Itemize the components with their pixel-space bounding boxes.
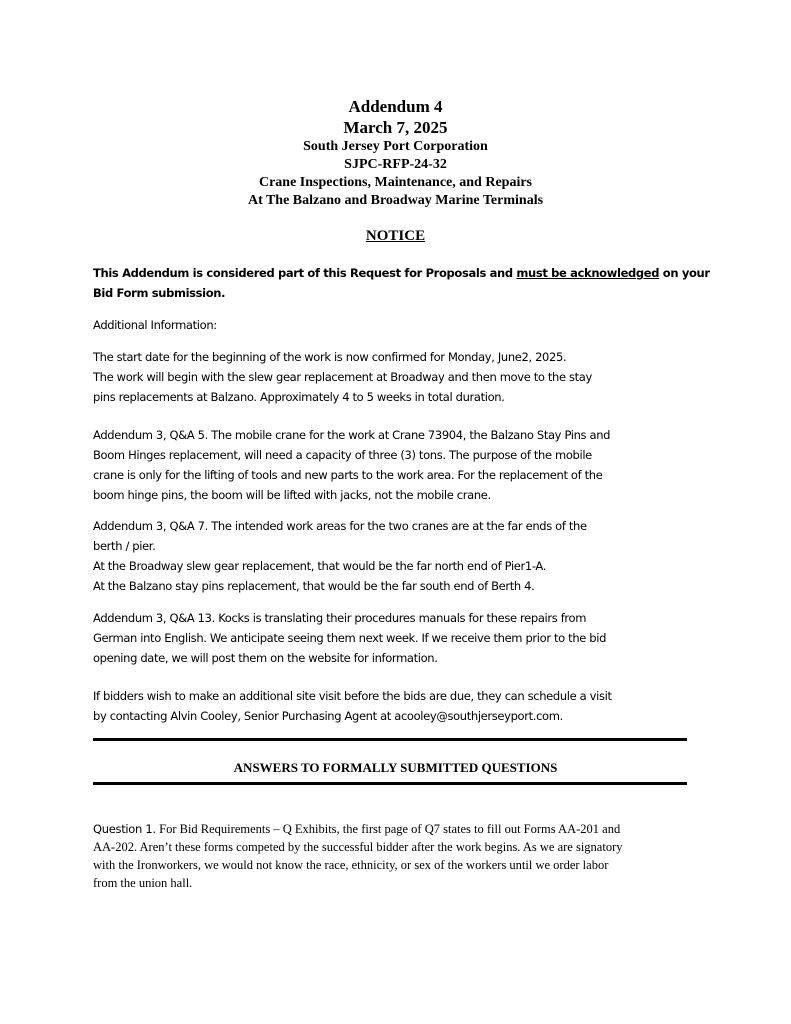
question-1-line-1: Question 1. For Bid Requirements – Q Exhibits, the first page of Q7 states to fill out Forms AA-201 and [93,822,621,836]
addendum-title: Addendum 4 [348,97,443,116]
rfp-number: SJPC-RFP-24-32 [344,157,447,172]
notice-text [93,263,713,303]
notice-heading: NOTICE [365,228,426,244]
answers-heading: ANSWERS TO FORMALLY SUBMITTED QUESTIONS [233,760,558,775]
question-1-label: Question 1. [93,822,160,836]
acknowledged-underline: must be acknowledged [516,266,660,280]
notice-line-2: Bid Form submission. [93,286,226,300]
project-location: At The Balzano and Broadway Marine Terminals [247,193,544,208]
question-1: Question 1. For Bid Requirements – Q Exhibits, the first page of Q7 states to fill out Forms AA-201 and AA-202. Aren’t these forms competed by the successful bidder after the work begins. As we are signatory with the Ironworkers, we would not know the race, ethnicity, or sex of the workers until we order labor from the union hall. [93,820,713,892]
qa5-paragraph: Addendum 3, Q&A 5. The mobile crane for the work at Crane 73904, the Balzano Stay Pins and Boom Hinges replacement, will need a capacity of three (3) tons. The purpose of the mobile crane is only for the lifting of tools and new parts to the work area. For the replacement of the boom hinge pins, the boom will be lifted with jacks, not the mobile crane. [93,428,611,502]
site-visit-paragraph: If bidders wish to make an additional site visit before the bids are due, they can schedule a visit by contacting Alvin Cooley, Senior Purchasing Agent at acooley@southjerseyport.com. [93,689,612,723]
bottom-divider [93,782,687,785]
qa7-paragraph: Addendum 3, Q&A 7. The intended work areas for the two cranes are at the far ends of the berth / pier. At the Broadway slew gear replacement, that would be the far north end of Pier1-A. At the Balzano stay pins replacement, that would be the far south end of Berth 4. [93,519,587,593]
addendum-date: March 7, 2025 [343,118,448,137]
document-header [0,96,791,210]
qa13-paragraph: Addendum 3, Q&A 13. Kocks is translating their procedures manuals for these repairs from German into English. We anticipate seeing them next week. If we receive them prior to the bid opening date, we will post them on the website for information. [93,611,607,665]
start-date-paragraph: The start date for the beginning of the work is now confirmed for Monday, June2, 2025. The work will begin with the slew gear replacement at Broadway and then move to the stay pins replacements at Balzano. Approximately 4 to 5 weeks in total duration. [93,350,592,404]
additional-info-label: Additional Information: [93,318,217,332]
top-divider [93,738,687,741]
project-title: Crane Inspections, Maintenance, and Repairs [258,175,532,190]
notice-line-1: This Addendum is considered part of this Request for Proposals and must be acknowledged on your [93,266,710,280]
organization-name: South Jersey Port Corporation [303,139,488,154]
